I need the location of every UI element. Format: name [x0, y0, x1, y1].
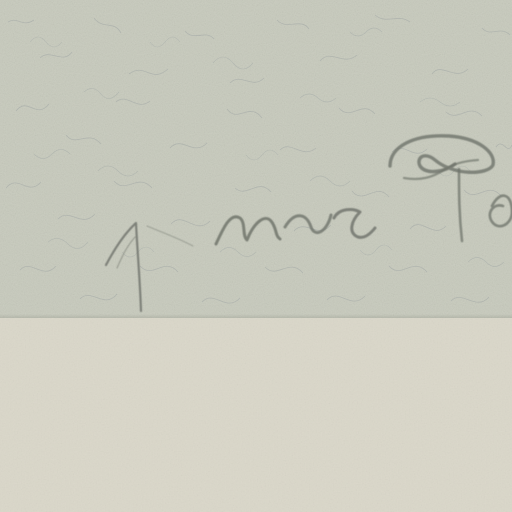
backing-paper [0, 318, 512, 512]
backing-paper-texture [0, 318, 512, 512]
